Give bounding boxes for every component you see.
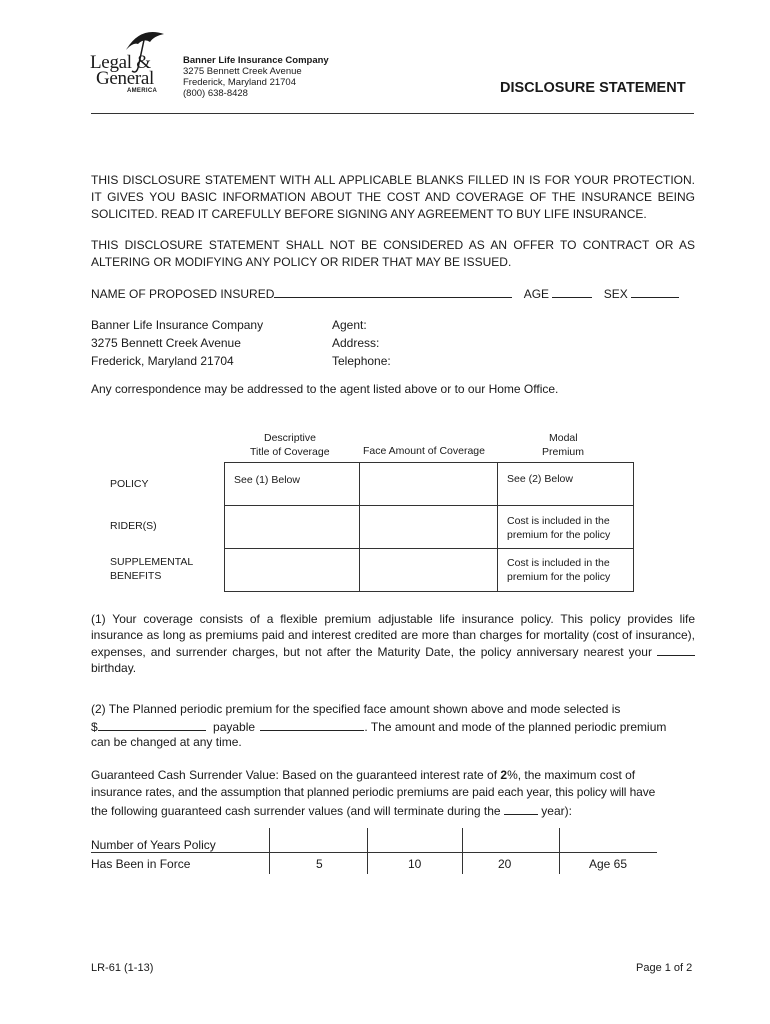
note-2-line-3: can be changed at any time. bbox=[91, 735, 242, 749]
company-address2: Frederick, Maryland 21704 bbox=[183, 77, 296, 88]
company-phone: (800) 638-8428 bbox=[183, 88, 248, 99]
contact-address2: Frederick, Maryland 21704 bbox=[91, 354, 234, 368]
guaranteed-rate: 2 bbox=[500, 768, 508, 782]
years-col-divider-3 bbox=[462, 828, 463, 874]
supp-premium-cell-1: Cost is included in the bbox=[507, 557, 610, 569]
years-table-divider bbox=[91, 852, 657, 853]
age-label: AGE bbox=[523, 287, 550, 301]
table-row-divider-1 bbox=[224, 505, 634, 506]
col-premium-header: Premium bbox=[542, 446, 585, 458]
insured-line bbox=[91, 285, 695, 301]
row-supplemental-label: SUPPLEMENTAL bbox=[110, 556, 194, 568]
payment-mode-field[interactable] bbox=[260, 718, 364, 731]
age-field[interactable] bbox=[552, 285, 592, 298]
note-1-birthday: birthday. bbox=[91, 661, 137, 675]
agent-label: Agent: bbox=[332, 318, 367, 332]
contact-company: Banner Life Insurance Company bbox=[91, 318, 264, 332]
premium-amount-field[interactable] bbox=[98, 718, 206, 731]
contact-address1: 3275 Bennett Creek Avenue bbox=[91, 336, 241, 350]
policy-premium-cell: See (2) Below bbox=[507, 473, 573, 485]
rider-premium-cell-2: premium for the policy bbox=[507, 529, 611, 541]
termination-year-field[interactable] bbox=[504, 802, 538, 815]
guaranteed-text-b: %, the maximum cost of bbox=[507, 768, 636, 782]
logo-legal: Legal & bbox=[90, 52, 151, 73]
table-divider-2 bbox=[497, 462, 498, 591]
company-name: Banner Life Insurance Company bbox=[183, 55, 329, 66]
years-col-20: 20 bbox=[498, 857, 512, 871]
dollar-sign: $ bbox=[91, 720, 98, 734]
row-benefits-label: BENEFITS bbox=[110, 570, 162, 582]
years-col-divider-4 bbox=[559, 828, 560, 874]
payable-label: payable bbox=[213, 720, 256, 734]
sex-field[interactable] bbox=[631, 285, 679, 298]
agent-address-label: Address: bbox=[332, 336, 380, 350]
row-policy-label: POLICY bbox=[110, 478, 149, 490]
col-modal-header: Modal bbox=[549, 432, 578, 444]
years-col-5: 5 bbox=[316, 857, 323, 871]
years-label-2: Has Been in Force bbox=[91, 857, 191, 871]
col-face-amount-header: Face Amount of Coverage bbox=[363, 445, 485, 457]
agent-telephone-label: Telephone: bbox=[332, 354, 391, 368]
years-col-age65: Age 65 bbox=[589, 857, 628, 871]
form-id: LR-61 (1-13) bbox=[91, 962, 154, 974]
note-2-line-1: (2) The Planned periodic premium for the specified face amount shown above and mode selected is bbox=[91, 702, 621, 716]
table-row-divider-2 bbox=[224, 548, 634, 549]
guaranteed-line-3 bbox=[91, 802, 572, 818]
col-descriptive-header: Descriptive bbox=[264, 432, 316, 444]
insured-name-label: NAME OF PROPOSED INSURED bbox=[91, 287, 275, 301]
years-label-1: Number of Years Policy bbox=[91, 838, 216, 852]
logo-america: AMERICA bbox=[127, 88, 158, 94]
intro-paragraph-2: THIS DISCLOSURE STATEMENT SHALL NOT BE CONSIDERED AS AN OFFER TO CONTRACT OR AS ALTERING OR MODIFYING ANY POLICY OR RIDER THAT MAY BE ISSUED. bbox=[91, 238, 695, 269]
row-riders-label: RIDER(S) bbox=[110, 520, 157, 532]
page-number: Page 1 of 2 bbox=[636, 962, 693, 974]
logo-general: General bbox=[96, 68, 155, 89]
note-1 bbox=[91, 611, 695, 676]
note-1-your: your bbox=[628, 645, 652, 659]
years-col-10: 10 bbox=[408, 857, 422, 871]
guaranteed-line-2: insurance rates, and the assumption that planned periodic premiums are paid each year, this policy will have bbox=[91, 785, 656, 799]
table-divider-1 bbox=[359, 462, 360, 591]
note-2-rest: . The amount and mode of the planned periodic premium bbox=[364, 720, 667, 734]
guaranteed-text-a: Guaranteed Cash Surrender Value: Based on the guaranteed interest rate of bbox=[91, 768, 498, 782]
birthday-field[interactable] bbox=[657, 643, 695, 656]
company-address1: 3275 Bennett Creek Avenue bbox=[183, 66, 302, 77]
header-divider bbox=[91, 113, 694, 114]
insured-name-field[interactable] bbox=[274, 285, 512, 298]
sex-label: SEX bbox=[603, 287, 628, 301]
policy-title-cell: See (1) Below bbox=[234, 474, 300, 486]
rider-premium-cell-1: Cost is included in the bbox=[507, 515, 610, 527]
guaranteed-text-d: year): bbox=[541, 804, 572, 818]
note-1-text: (1) Your coverage consists of a flexible premium adjustable life insurance policy. This policy provides life insurance as long as premiums paid and interest credited are more than charges for mortality (cost of insurance), expenses, and surrender charges, but not after the Maturity Date, the policy anniversary nearest bbox=[91, 612, 695, 659]
years-col-divider-1 bbox=[269, 828, 270, 874]
intro-paragraph-1: THIS DISCLOSURE STATEMENT WITH ALL APPLICABLE BLANKS FILLED IN IS FOR YOUR PROTECTION. IT GIVES YOU BASIC INFORMATION ABOUT THE COST AND COVERAGE OF THE INSURANCE BEING SOLICITED. READ IT CAREFULLY BEFORE SIGNING ANY AGREEMENT TO BUY LIFE INSURANCE. bbox=[91, 173, 695, 221]
note-2-line-2 bbox=[91, 718, 695, 734]
guaranteed-text-c: the following guaranteed cash surrender values (and will terminate during the bbox=[91, 804, 501, 818]
col-title-header: Title of Coverage bbox=[250, 446, 330, 458]
years-col-divider-2 bbox=[367, 828, 368, 874]
guaranteed-line-1 bbox=[91, 768, 695, 782]
page-title: DISCLOSURE STATEMENT bbox=[500, 80, 686, 96]
supp-premium-cell-2: premium for the policy bbox=[507, 571, 611, 583]
correspondence-note: Any correspondence may be addressed to the agent listed above or to our Home Office. bbox=[91, 382, 559, 396]
